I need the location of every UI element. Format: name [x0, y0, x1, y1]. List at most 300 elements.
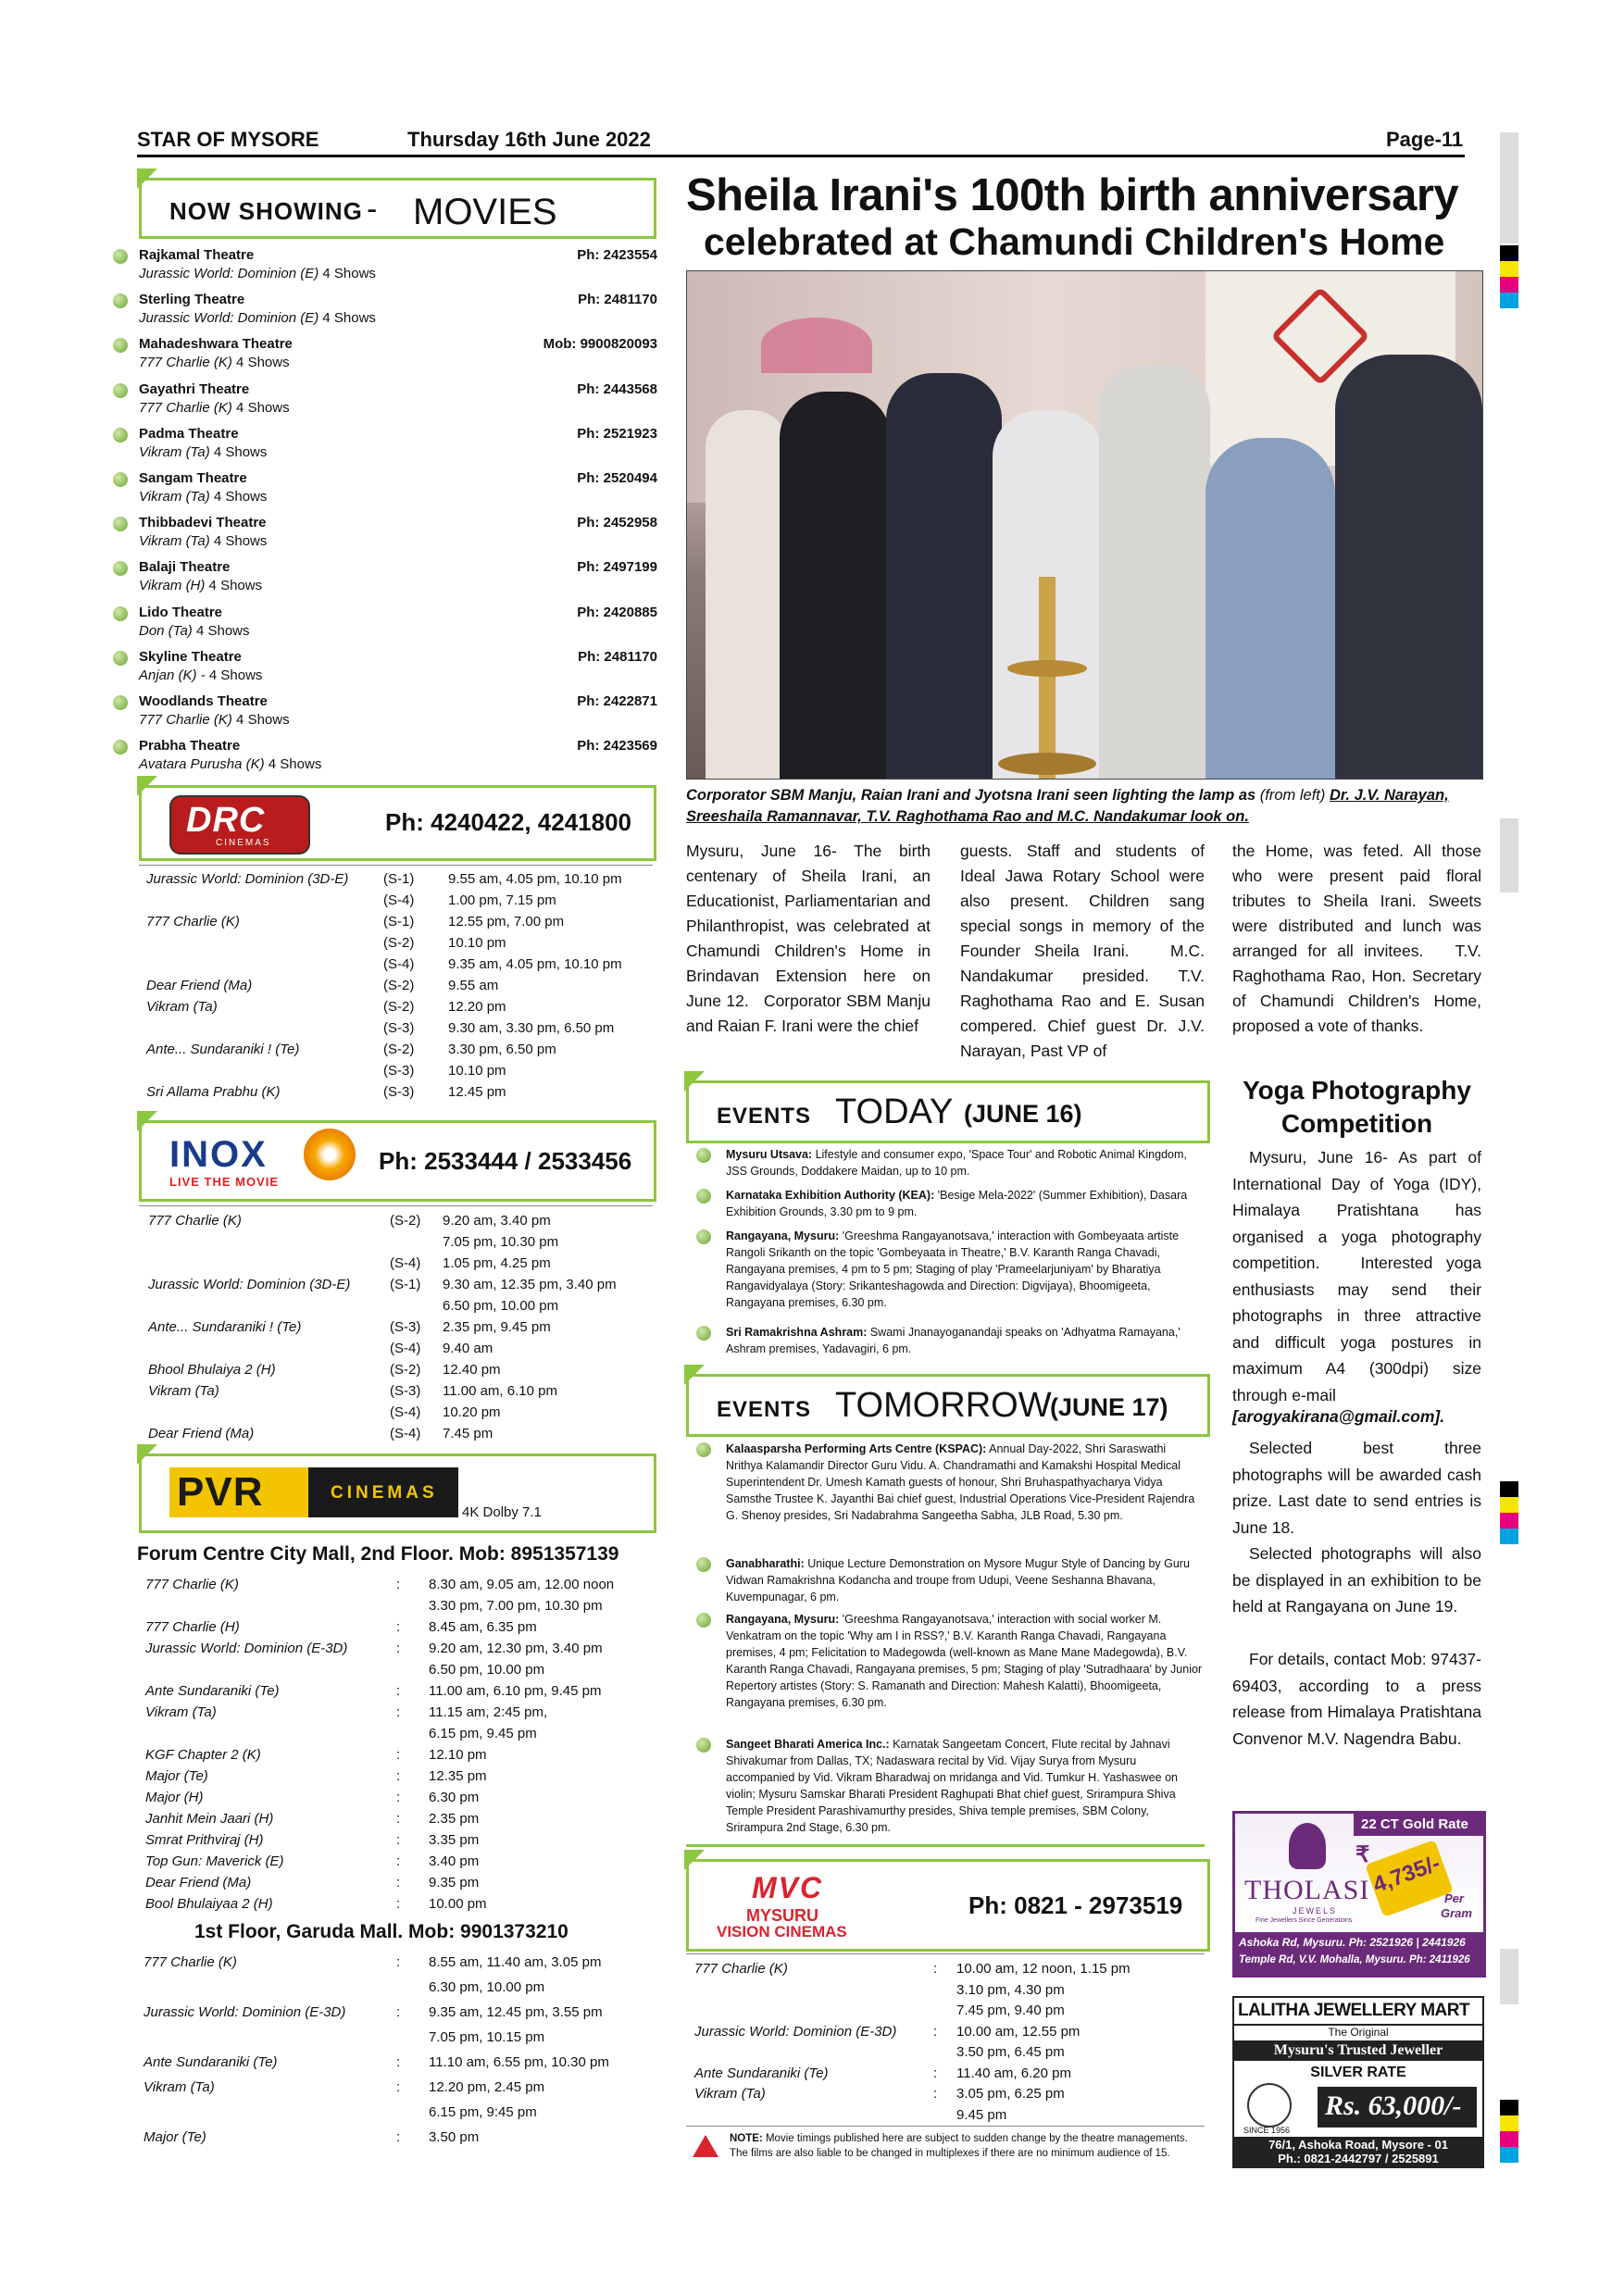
- schedule-sep: :: [396, 2129, 401, 2145]
- events-label: EVENTS: [717, 1104, 812, 1129]
- theatre-shows: 4 Shows: [264, 756, 322, 773]
- bullet-icon: [696, 1442, 711, 1457]
- note-label: NOTE:: [730, 2133, 763, 2144]
- pvr-banner: [139, 1454, 656, 1533]
- tholasi-brand-sub: JEWELS: [1293, 1906, 1338, 1915]
- events-today-banner: [686, 1080, 1210, 1143]
- schedule-screen: (S-2): [383, 935, 415, 951]
- drc-rule: [139, 865, 653, 866]
- theatre-name: Gayathri Theatre: [139, 381, 250, 397]
- theatre-film: Jurassic World: Dominion (E): [139, 310, 319, 327]
- theatre-film-line: [139, 265, 657, 283]
- schedule-screen: (S-2): [383, 978, 415, 993]
- theatre-item[interactable]: [139, 425, 657, 462]
- schedule-screen: (S-3): [383, 1084, 415, 1100]
- lalitha-original: The Original: [1328, 2026, 1389, 2039]
- theatre-item[interactable]: [139, 291, 657, 328]
- photo-person: [1099, 364, 1210, 780]
- photo-person: [886, 373, 1002, 780]
- event-venue: Rangayana, Mysuru:: [726, 1229, 840, 1242]
- article-column-3: the Home, was feted. All those who were present paid floral tributes to Sheila Irani. Sweets were distributed and lunch was arranged for all invitees. T.V. Raghothama Rao, Hon. Secretary of Chamundi Children's Home, proposed a vote of thanks.: [1232, 842, 1481, 1035]
- event-venue: Karnataka Exhibition Authority (KEA):: [726, 1189, 935, 1202]
- theatre-shows: 4 Shows: [231, 399, 290, 416]
- inox-banner: [139, 1120, 656, 1202]
- bullet-icon: [696, 1148, 711, 1163]
- bullet-icon: [113, 561, 128, 576]
- banner-corner: [684, 1071, 705, 1092]
- schedule-times: 10.10 pm: [448, 935, 506, 951]
- schedule-sep: :: [396, 1853, 401, 1869]
- theatre-film: Vikram (H): [139, 578, 206, 594]
- schedule-film: Major (H): [145, 1790, 204, 1805]
- schedule-times: 6.50 pm, 10.00 pm: [429, 1662, 545, 1678]
- schedule-times: 9.55 am, 4.05 pm, 10.10 pm: [448, 871, 622, 887]
- lalitha-brand: LALITHA JEWELLERY MART: [1238, 2001, 1470, 2020]
- schedule-sep: :: [396, 1811, 401, 1827]
- event-venue: Sri Ramakrishna Ashram:: [726, 1326, 868, 1339]
- theatre-item[interactable]: [139, 335, 657, 372]
- bullet-icon: [696, 1229, 711, 1244]
- schedule-times: 12.55 pm, 7.00 pm: [448, 914, 565, 930]
- tholasi-emblem-icon: [1289, 1823, 1326, 1869]
- event-details: 'Besige Mela-2022' (Summer Exhibition), Dasara Exhibition Grounds, 3.30 pm to 9 pm.: [726, 1189, 1188, 1218]
- event-details: Karnatak Sangeetam Concert, Flute recital by Jahnavi Shivakumar from Dallas, TX; Nadaswara recital by Vid. Vijay Surya from Mysuru accompanied by Vid. Vikram Bharadwaj on mridanga and Vid. Tumkur H. Yashaswee on violin; Mysuru Samskar Bharati President Raghupati Bhat chief guest, Srirampura Shiva Temple President Parashivamurthy presides, Shiva temple premises, SBM Colony, Srirampura 2nd Stage, 6.30 pm.: [726, 1738, 1179, 1834]
- schedule-times: 10.00 am, 12 noon, 1.15 pm: [956, 1961, 1131, 1977]
- inox-tagline: LIVE THE MOVIE: [169, 1175, 280, 1189]
- theatre-film-line: [139, 755, 657, 774]
- theatre-phone: Ph: 2420885: [577, 604, 657, 620]
- schedule-times: 9.40 am: [443, 1341, 493, 1356]
- schedule-times: 7.45 pm, 9.40 pm: [956, 2003, 1065, 2018]
- photo-lamp-stand: [1039, 577, 1056, 779]
- schedule-screen: (S-4): [383, 892, 415, 908]
- lalitha-address: 76/1, Ashoka Road, Mysore - 01: [1268, 2138, 1448, 2152]
- bullet-icon: [113, 606, 128, 621]
- schedule-times: 9.20 am, 12.30 pm, 3.40 pm: [429, 1641, 603, 1656]
- title-dash: -: [367, 192, 378, 227]
- schedule-times: 6.15 pm, 9.45 pm: [429, 1726, 537, 1741]
- lalitha-since: SINCE 1956: [1243, 2126, 1291, 2135]
- schedule-sep: :: [396, 1641, 401, 1656]
- lalitha-phone: Ph.: 0821-2442797 / 2525891: [1278, 2152, 1439, 2165]
- drc-logo-sub: CINEMAS: [216, 838, 271, 848]
- schedule-times: 10.00 pm: [429, 1896, 487, 1912]
- event-venue: Ganabharathi:: [726, 1557, 805, 1570]
- bullet-icon: [696, 1738, 711, 1753]
- tholasi-brand: THOLASI: [1244, 1875, 1370, 1905]
- cmyk-swatch-mid: [1500, 1481, 1518, 1544]
- schedule-film: Bhool Bhulaiya 2 (H): [148, 1362, 276, 1378]
- photo-person: [780, 392, 891, 780]
- yoga-title-line2: Competition: [1280, 1109, 1433, 1138]
- bullet-icon: [113, 249, 128, 264]
- theatre-shows: 4 Shows: [192, 622, 250, 639]
- schedule-times: 7.05 pm, 10.15 pm: [429, 2029, 545, 2045]
- photo-lamp-tier: [1007, 660, 1087, 677]
- pvr-garuda-title: 1st Floor, Garuda Mall. Mob: 9901373210: [194, 1921, 568, 1942]
- events-label: EVENTS: [717, 1397, 812, 1422]
- schedule-film: Jurassic World: Dominion (3D-E): [148, 1277, 351, 1292]
- schedule-screen: (S-4): [390, 1341, 421, 1356]
- schedule-times: 3.30 pm, 7.00 pm, 10.30 pm: [429, 1598, 603, 1614]
- inox-phone: Ph: 2533444 / 2533456: [379, 1147, 632, 1175]
- bullet-icon: [696, 1326, 711, 1341]
- tholasi-rate: 4,735/-: [1369, 1851, 1443, 1898]
- bullet-icon: [113, 517, 128, 531]
- schedule-film: Vikram (Ta): [145, 1704, 217, 1720]
- schedule-screen: (S-2): [390, 1362, 421, 1378]
- schedule-times: 11.00 am, 6.10 pm: [443, 1383, 557, 1399]
- schedule-times: 9.35 pm: [429, 1875, 480, 1890]
- schedule-film: Dear Friend (Ma): [148, 1426, 255, 1441]
- schedule-sep: :: [396, 1875, 401, 1890]
- theatre-item[interactable]: [139, 246, 657, 283]
- schedule-times: 10.00 am, 12.55 pm: [956, 2023, 1081, 2040]
- theatre-phone: Mob: 9900820093: [543, 336, 657, 353]
- bullet-icon: [696, 1189, 711, 1204]
- drc-logo-text: DRC: [186, 801, 266, 840]
- schedule-times: 3.40 pm: [429, 1853, 480, 1869]
- schedule-film: Ante... Sundaraniki ! (Te): [148, 1319, 302, 1335]
- issue-date: Thursday 16th June 2022: [407, 128, 651, 151]
- theatre-name: Balaji Theatre: [139, 559, 231, 576]
- event-item: [726, 1736, 1206, 1836]
- schedule-times: 6.50 pm, 10.00 pm: [443, 1298, 559, 1314]
- margin-gray-bar: [1500, 1949, 1518, 2004]
- yoga-email[interactable]: [arogyakirana@gmail.com].: [1232, 1407, 1445, 1426]
- schedule-film: Smrat Prithviraj (H): [145, 1832, 264, 1848]
- event-item: [726, 1187, 1206, 1220]
- lalitha-price-box: [1318, 2087, 1477, 2128]
- schedule-screen: (S-4): [383, 956, 415, 972]
- schedule-times: 10.20 pm: [443, 1404, 501, 1420]
- schedule-film: Jurassic World: Dominion (E-3D): [144, 2004, 346, 2020]
- tholasi-address-2: Temple Rd, V.V. Mohalla, Mysuru. Ph: 2411926: [1239, 1954, 1470, 1965]
- event-item: [726, 1611, 1206, 1711]
- newspaper-name: STAR OF MYSORE: [137, 128, 319, 151]
- bullet-icon: [113, 651, 128, 666]
- theatre-item[interactable]: [139, 469, 657, 506]
- event-venue: Kalaasparsha Performing Arts Centre (KSPAC):: [726, 1442, 987, 1455]
- page-number: Page-11: [1386, 128, 1464, 151]
- now-showing-label: NOW SHOWING: [169, 197, 363, 225]
- schedule-times: 7.45 pm: [443, 1426, 493, 1441]
- schedule-film: KGF Chapter 2 (K): [145, 1747, 261, 1763]
- schedule-film: Dear Friend (Ma): [145, 1875, 252, 1890]
- tholasi-ad[interactable]: [1232, 1811, 1486, 1978]
- theatre-film-line: [139, 443, 657, 462]
- theatre-film-line: [139, 622, 657, 641]
- schedule-times: 12.40 pm: [443, 1362, 501, 1378]
- schedule-times: 11.00 am, 6.10 pm, 9.45 pm: [429, 1683, 602, 1699]
- event-details: Swami Jnanayoganandaji speaks on 'Adhyatma Ramayana,' Ashram premises, Yadavagiri, 6 pm.: [726, 1326, 1181, 1355]
- article-column-1: Mysuru, June 16- The birth centenary of Sheila Irani, an Educationist, Parliamentarian and Philanthropist, was celebrated at Chamundi Children's Home in Brindavan Extension here on June 12. Corporator SBM Manju and Raian F. Irani were the chief: [686, 842, 931, 1035]
- schedule-sep: :: [396, 2004, 401, 2020]
- tholasi-per: Per: [1444, 1891, 1464, 1905]
- tholasi-address-bar: [1235, 1932, 1483, 1975]
- bullet-icon: [113, 338, 128, 353]
- schedule-film: Major (Te): [144, 2129, 206, 2145]
- events-tomorrow-banner: [686, 1374, 1210, 1437]
- schedule-times: 1.00 pm, 7.15 pm: [448, 892, 556, 908]
- theatre-film: Vikram (Ta): [139, 489, 210, 505]
- schedule-sep: :: [396, 2054, 401, 2070]
- theatre-film-line: [139, 577, 657, 595]
- schedule-times: 12.10 pm: [429, 1747, 487, 1763]
- lalitha-ad[interactable]: [1232, 1996, 1484, 2168]
- theatre-shows: 4 Shows: [231, 355, 290, 371]
- pvr-logo-text: PVR: [177, 1469, 264, 1515]
- header-rule: [137, 155, 1465, 157]
- pvr-forum-title: Forum Centre City Mall, 2nd Floor. Mob: 8951357139: [137, 1543, 619, 1565]
- schedule-times: 3.05 pm, 6.25 pm: [956, 2086, 1065, 2102]
- event-details: Lifestyle and consumer expo, 'Space Tour' and Robotic Animal Kingdom, JSS Grounds, Doddakere Maidan, up to 10 pm.: [726, 1148, 1187, 1178]
- theatre-phone: Ph: 2481170: [578, 648, 657, 665]
- theatre-film: Jurassic World: Dominion (E): [139, 266, 319, 281]
- banner-corner: [684, 1365, 705, 1385]
- schedule-film: Sri Allama Prabhu (K): [146, 1084, 281, 1100]
- schedule-sep: :: [933, 2065, 938, 2081]
- theatre-item[interactable]: [139, 604, 657, 641]
- schedule-times: 7.05 pm, 10.30 pm: [443, 1234, 559, 1250]
- schedule-film: Ante... Sundaraniki ! (Te): [146, 1042, 300, 1057]
- schedule-film: Major (Te): [145, 1768, 208, 1784]
- schedule-times: 2.35 pm: [429, 1811, 480, 1827]
- banner-corner: [137, 776, 157, 796]
- event-details: 'Greeshma Rangayanotsava,' interaction with Gombeyaata artiste Rangoli Srikanth on the topic 'Gombeyaata in Theatre,' B.V. Karanth Ranga Chavadi, Rangayana premises, 4 pm to 5 pm; Staging of play 'Prameelarjuniyam' by Bharatiya Rangavidyalaya (Story: Srikanteshagowda and Direction: Digvijaya), Bhoomigeeta, Rangayana premises, 6.30 pm.: [726, 1229, 1180, 1309]
- lalitha-emblem-icon: [1247, 2083, 1292, 2128]
- note-text: Movie timings published here are subject to sudden change by the theatre managements. The films are also liable to be changed in multiplexes if there are no minimum audience of 15.: [730, 2133, 1188, 2159]
- photo-person: [1206, 438, 1335, 780]
- schedule-times: 8.30 am, 9.05 am, 12.00 noon: [429, 1577, 615, 1592]
- theatre-film: Vikram (Ta): [139, 443, 210, 460]
- theatre-name: Mahadeshwara Theatre: [139, 336, 293, 353]
- event-item: [726, 1441, 1206, 1524]
- article-subheadline: celebrated at Chamundi Children's Home: [704, 220, 1445, 263]
- event-venue: Rangayana, Mysuru:: [726, 1613, 840, 1626]
- theatre-film: Avatara Purusha (K): [139, 756, 265, 773]
- theatre-film: Vikram (Ta): [139, 533, 210, 550]
- movies-label: MOVIES: [413, 192, 557, 232]
- schedule-film: Top Gun: Maverick (E): [145, 1853, 284, 1869]
- margin-gray-bar: [1500, 132, 1518, 243]
- theatre-name: Woodlands Theatre: [139, 693, 268, 709]
- yoga-body: Mysuru, June 16- As part of International Day of Yoga (IDY), Himalaya Pratishtana has organised a yoga photography competition. Interested yoga enthusiasts may send their photographs in three attractive and difficult yoga postures in maximum A4 (300dpi) size through e-mail: [1232, 1148, 1481, 1404]
- bullet-icon: [696, 1613, 711, 1628]
- bullet-icon: [113, 293, 128, 308]
- cmyk-swatch-top: [1500, 245, 1518, 308]
- schedule-times: 8.55 am, 11.40 am, 3.05 pm: [429, 1954, 602, 1970]
- drc-phone: Ph: 4240422, 4241800: [385, 808, 631, 836]
- theatre-name: Lido Theatre: [139, 604, 223, 620]
- schedule-film: Jurassic World: Dominion (E-3D): [694, 2023, 897, 2040]
- schedule-film: 777 Charlie (K): [694, 1961, 788, 1977]
- schedule-film: Jurassic World: Dominion (3D-E): [146, 871, 349, 887]
- schedule-times: 1.05 pm, 4.25 pm: [443, 1255, 551, 1271]
- schedule-screen: (S-2): [383, 1042, 415, 1057]
- schedule-times: 3.50 pm, 6.45 pm: [956, 2044, 1065, 2060]
- schedule-times: 9.35 am, 4.05 pm, 10.10 pm: [448, 956, 622, 972]
- photo-bunting: [761, 318, 872, 373]
- bullet-icon: [113, 472, 128, 487]
- events-today-date: (JUNE 16): [964, 1100, 1082, 1128]
- schedule-sep: :: [396, 1704, 401, 1720]
- bullet-icon: [113, 428, 128, 443]
- event-details: Unique Lecture Demonstration on Mysore Mugur Style of Dancing by Guru Vidwan Ramakrishna Kodancha and troupe from Udupi, Veene Seshanna Bhavana, Kuvempunagar, 6 pm.: [726, 1557, 1190, 1603]
- banner-corner: [684, 1850, 705, 1870]
- schedule-film: 777 Charlie (K): [144, 1954, 237, 1970]
- schedule-film: 777 Charlie (H): [145, 1619, 240, 1635]
- schedule-film: Janhit Mein Jaari (H): [145, 1811, 274, 1827]
- photo-person: [1335, 355, 1482, 780]
- theatre-phone: Ph: 2422871: [577, 693, 657, 709]
- theatre-film: 777 Charlie (K): [139, 355, 232, 371]
- schedule-times: 3.35 pm: [429, 1832, 480, 1848]
- margin-gray-bar: [1500, 818, 1518, 892]
- event-photo: [686, 270, 1483, 780]
- schedule-screen: (S-1): [383, 914, 415, 930]
- mvc-banner: [686, 1859, 1210, 1952]
- theatre-name: Prabha Theatre: [139, 738, 241, 755]
- theatre-item[interactable]: [139, 693, 657, 730]
- lalitha-header: [1234, 1998, 1482, 2026]
- inox-sun-icon: [304, 1129, 356, 1180]
- schedule-sep: :: [396, 1954, 401, 1970]
- pvr-dolby: 4K Dolby 7.1: [462, 1504, 542, 1520]
- yoga-body-2: Selected best three photographs will be awarded cash prize. Last date to send entries is June 18.: [1232, 1439, 1481, 1537]
- bullet-icon: [696, 1557, 711, 1572]
- theatre-phone: Ph: 2443568: [577, 381, 657, 397]
- event-item: [726, 1146, 1206, 1179]
- theatre-item[interactable]: [139, 648, 657, 685]
- yoga-headline: [1232, 1074, 1481, 1141]
- event-item: [726, 1228, 1206, 1311]
- schedule-times: 9.35 am, 12.45 pm, 3.55 pm: [429, 2004, 603, 2020]
- theatre-name: Sangam Theatre: [139, 470, 247, 486]
- schedule-times: 12.45 pm: [448, 1084, 506, 1100]
- theatre-shows: 4 Shows: [209, 533, 268, 550]
- tholasi-address-1: Ashoka Rd, Mysuru. Ph: 2521926 | 2441926: [1239, 1936, 1466, 1949]
- schedule-film: Jurassic World: Dominion (E-3D): [145, 1641, 348, 1656]
- events-today-label: TODAY: [835, 1092, 954, 1131]
- theatre-name: Rajkamal Theatre: [139, 247, 255, 263]
- mvc-phone: Ph: 0821 - 2973519: [968, 1891, 1183, 1919]
- tholasi-tagline: Fine Jewellers Since Generations: [1255, 1917, 1353, 1924]
- schedule-times: 8.45 am, 6.35 pm: [429, 1619, 537, 1635]
- yoga-body-4: For details, contact Mob: 97437-69403, according to a press release from Himalaya Pratishtana Convenor M.V. Nagendra Babu.: [1232, 1650, 1481, 1748]
- theatre-item[interactable]: [139, 737, 657, 774]
- schedule-film: 777 Charlie (K): [146, 914, 240, 930]
- schedule-times: 9.30 am, 3.30 pm, 6.50 pm: [448, 1020, 615, 1036]
- theatre-phone: Ph: 2521923: [577, 425, 657, 442]
- event-details: 'Greeshma Rangayanotsava,' interaction with social worker M. Venkatram on the topic 'Why am I in RSS?,' B.V. Karanth Ranga Chavadi, Rangayana premises, 4 pm; Felicitation to Madegowda (well-known as Mane Mane Madegowda), B.V. Karanth Ranga Chavadi, Rangayana premises, 5 pm; Staging of play 'Sutradhaara' by Junior Repertory artistes (Story: S. Ramanath and Direction: Mahesh Kalatti), Bhoomigeeta, Rangayana premises, 6.30 pm.: [726, 1613, 1203, 1709]
- schedule-screen: (S-2): [383, 999, 415, 1015]
- lalitha-trusted: Mysuru's Trusted Jeweller: [1273, 2042, 1443, 2058]
- theatre-item[interactable]: [139, 514, 657, 551]
- pvr-cinemas-text: CINEMAS: [331, 1483, 438, 1503]
- schedule-sep: :: [933, 2023, 938, 2040]
- event-details: Annual Day-2022, Shri Saraswathi Nrithya Kalamandir Director Guru Vidu. A. Chandramathi and Kamakshi Hospital Medical Superintendent Dr. Umesh Kamath guests of honour, Shri Bruhaspathyacharya Vidya Samsthe Trustee K. Jayanthi Bai chief guest, Industrial Operations Vice-President Rajendra G. Shenoy presides, Sri Nadabrahma Sangeetha Sabha, JLB Road, 5.30 pm.: [726, 1442, 1195, 1522]
- theatre-film-line: [139, 309, 657, 328]
- mvc-logo-icon: MVC: [752, 1871, 824, 1904]
- theatre-item[interactable]: [139, 558, 657, 595]
- schedule-times: 10.10 pm: [448, 1063, 506, 1079]
- caption-part: (from left): [1255, 787, 1330, 804]
- schedule-film: Ante Sundaraniki (Te): [145, 1683, 280, 1699]
- schedule-screen: (S-4): [390, 1255, 421, 1271]
- mvc-logo-a: MYSURU: [746, 1906, 819, 1925]
- schedule-screen: (S-3): [390, 1383, 421, 1399]
- schedule-sep: :: [933, 2086, 938, 2102]
- theatre-phone: Ph: 2423554: [577, 247, 657, 263]
- photo-caption: [686, 785, 1482, 828]
- note-rule: [686, 2126, 1205, 2127]
- schedule-sep: :: [396, 2079, 401, 2095]
- theatre-name: Thibbadevi Theatre: [139, 515, 267, 531]
- schedule-times: 11.10 am, 6.55 pm, 10.30 pm: [429, 2054, 609, 2070]
- bullet-icon: [113, 740, 128, 755]
- drc-banner: [139, 785, 656, 861]
- caption-part: Corporator SBM Manju, Raian Irani and Jyotsna Irani seen lighting the lamp as: [686, 787, 1256, 804]
- article-column-2: guests. Staff and students of Ideal Jawa Rotary School were also present. Children sang special songs in memory of the Founder Sheila Irani. M.C. Nandakumar presided. T.V. Raghothama Rao and E. Susan compered. Chief guest Dr. J.V. Narayan, Past VP of: [960, 842, 1205, 1060]
- schedule-sep: :: [396, 1619, 401, 1635]
- lalitha-address-bar: [1234, 2137, 1482, 2166]
- theatre-phone: Ph: 2481170: [578, 292, 657, 308]
- article-headline: Sheila Irani's 100th birth anniversary: [686, 170, 1459, 220]
- lalitha-price: Rs. 63,000/-: [1325, 2090, 1462, 2121]
- theatre-film-line: [139, 488, 657, 506]
- schedule-times: 9.30 am, 12.35 pm, 3.40 pm: [443, 1277, 617, 1292]
- theatre-film-line: [139, 532, 657, 551]
- schedule-screen: (S-3): [383, 1020, 415, 1036]
- theatre-name: Sterling Theatre: [139, 292, 245, 308]
- schedule-times: 3.50 pm: [429, 2129, 480, 2145]
- schedule-sep: :: [396, 1832, 401, 1848]
- schedule-screen: (S-3): [390, 1319, 421, 1335]
- schedule-film: Dear Friend (Ma): [146, 978, 253, 993]
- events-rule: [686, 1844, 1205, 1847]
- yoga-body-3: Selected photographs will also be displayed in an exhibition to be held at Rangayana on June 19.: [1232, 1544, 1481, 1616]
- schedule-times: 6.15 pm, 9:45 pm: [429, 2104, 537, 2120]
- event-venue: Mysuru Utsava:: [726, 1148, 813, 1161]
- schedule-screen: (S-4): [390, 1404, 421, 1420]
- schedule-times: 12.20 pm: [448, 999, 506, 1015]
- banner-corner: [137, 168, 157, 189]
- schedule-film: Vikram (Ta): [694, 2086, 766, 2102]
- theatre-film: Anjan (K) -: [139, 667, 206, 683]
- theatre-film-line: [139, 667, 657, 685]
- schedule-times: 3.10 pm, 4.30 pm: [956, 1981, 1065, 1998]
- drc-logo: [169, 795, 310, 855]
- yoga-title-line1: Yoga Photography: [1243, 1076, 1471, 1104]
- schedule-times: 11.40 am, 6.20 pm: [956, 2065, 1071, 2081]
- inox-rule: [139, 1205, 653, 1206]
- schedule-screen: (S-1): [383, 871, 415, 887]
- schedule-film: Vikram (Ta): [146, 999, 218, 1015]
- schedule-film: Ante Sundaraniki (Te): [694, 2065, 829, 2081]
- mvc-rule: [686, 1953, 1205, 1954]
- pvr-logo: [169, 1467, 308, 1517]
- mvc-logo-b: VISION CINEMAS: [717, 1923, 847, 1940]
- schedule-screen: (S-4): [390, 1426, 421, 1441]
- theatre-item[interactable]: [139, 381, 657, 418]
- theatre-phone: Ph: 2423569: [577, 738, 657, 755]
- theatre-shows: 4 Shows: [231, 712, 290, 728]
- theatre-film-line: [139, 354, 657, 372]
- schedule-times: 9.20 am, 3.40 pm: [443, 1213, 551, 1229]
- cmyk-swatch-bottom: [1500, 2100, 1518, 2163]
- banner-corner: [137, 1444, 157, 1465]
